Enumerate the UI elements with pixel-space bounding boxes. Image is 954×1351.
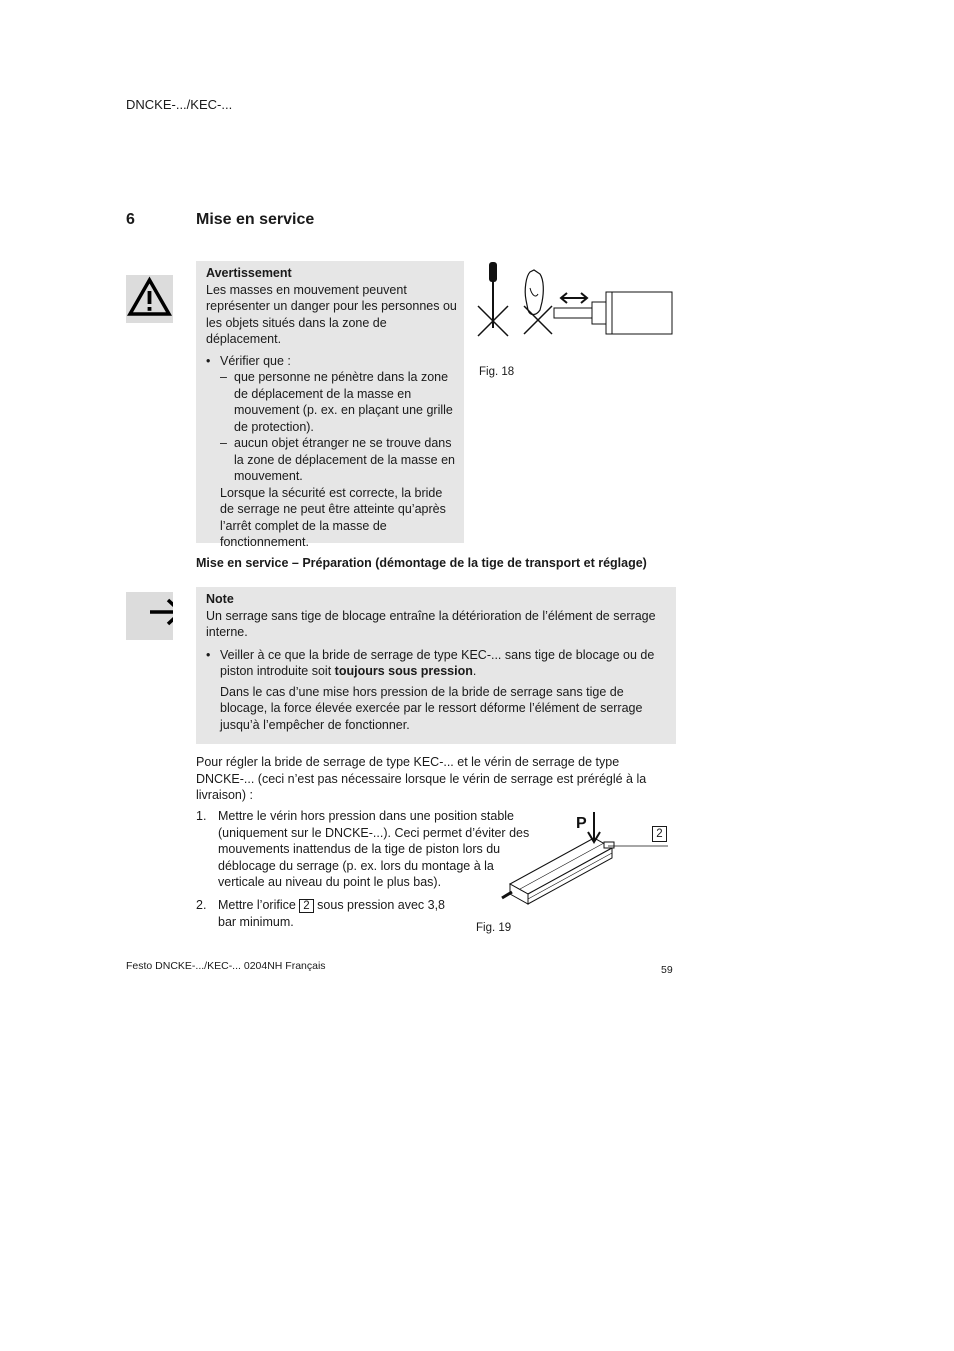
note-icon-tile bbox=[126, 592, 173, 640]
note-bullet-text: Veiller à ce que la bride de serrage de type KEC-... sans tige de blocage ou de piston introduite soit bbox=[220, 647, 655, 678]
step-item bbox=[196, 808, 542, 891]
warning-title: Avertissement bbox=[206, 266, 292, 280]
step-list bbox=[196, 808, 542, 891]
warning-conclusion: Lorsque la sécurité est correcte, la bride de serrage ne peut être atteinte qu’après l’arrêt complet de la masse de fonctionnement. bbox=[220, 485, 446, 549]
pressure-arrow-icon bbox=[588, 812, 600, 842]
warning-intro: Les masses en mouvement peuvent représenter un danger pour les personnes ou les objets situés dans la zone de déplacement. bbox=[206, 282, 457, 346]
step-list bbox=[196, 897, 446, 930]
note-bullet-emphasis: toujours sous pression bbox=[334, 664, 473, 678]
hand-icon bbox=[525, 270, 543, 315]
note-follow: Dans le cas d’une mise hors pression de la bride de serrage sans tige de blocage, la force élevée exercée par le ressort déforme l’élément de serrage jusqu’à l’empêcher de fonctionner. bbox=[220, 684, 643, 732]
step-text-end: sous pression avec 3,8 bar minimum. bbox=[218, 898, 446, 929]
step-item bbox=[196, 897, 446, 930]
body-intro: Pour régler la bride de serrage de type KEC-... et le vérin de serrage de type DNCKE-... (ceci n’est pas nécessaire lorsque le vérin de serrage est préréglé à la livraison) : bbox=[196, 755, 647, 802]
fig19-port-label: 2 bbox=[652, 826, 667, 842]
step-text: Mettre l’orifice bbox=[218, 898, 300, 912]
section-number: 6 bbox=[126, 211, 135, 228]
pressure-label: P bbox=[576, 815, 587, 832]
arrow-right-icon bbox=[126, 592, 173, 640]
step-number: 2. bbox=[196, 898, 207, 912]
warning-check-item bbox=[206, 353, 458, 370]
subheading: Mise en service – Préparation (démontage de la tige de transport et réglage) bbox=[196, 556, 647, 570]
warning-triangle-icon bbox=[126, 275, 173, 323]
warning-icon-tile bbox=[126, 275, 173, 323]
section-title: Mise en service bbox=[196, 211, 315, 228]
step-number: 1. bbox=[196, 809, 207, 823]
note-bullet bbox=[206, 647, 666, 680]
warning-check-label: Vérifier que : bbox=[220, 353, 291, 368]
fig19-illustration bbox=[500, 806, 676, 914]
prohibited-cross-icon bbox=[524, 306, 552, 334]
port-reference: 2 bbox=[299, 899, 313, 913]
note-title: Note bbox=[206, 592, 234, 606]
note-box bbox=[196, 587, 676, 744]
page-number: 59 bbox=[661, 964, 673, 976]
fig18-illustration bbox=[474, 258, 676, 340]
fig19-caption: Fig. 19 bbox=[476, 922, 512, 934]
cylinder-body-icon bbox=[502, 838, 614, 904]
running-header: DNCKE-.../KEC-... bbox=[126, 97, 233, 112]
note-intro: Un serrage sans tige de blocage entraîne la détérioration de l’élément de serrage interne. bbox=[206, 608, 656, 639]
warning-dash-item: – que personne ne pénètre dans la zone de déplacement de la masse en mouvement (p. ex. en plaçant une grille de protection). bbox=[220, 369, 458, 435]
step-text: Mettre le vérin hors pression dans une position stable (uniquement sur le DNCKE-...). Ceci permet d’éviter des mouvements inattendus de la tige de piston lors du déblocage du serrage (p. ex. lors du montage à la verticale au niveau du point le plus bas). bbox=[218, 809, 530, 889]
double-arrow-icon bbox=[561, 293, 587, 303]
warning-box bbox=[196, 261, 464, 549]
fig18-caption: Fig. 18 bbox=[479, 366, 515, 378]
warning-dash-item: – aucun objet étranger ne se trouve dans la zone de déplacement de la masse en mouvement. bbox=[220, 435, 458, 485]
footer-text: Festo DNCKE-.../KEC-... 0204NH Français bbox=[126, 960, 326, 972]
note-bullet-end: . bbox=[472, 664, 477, 678]
